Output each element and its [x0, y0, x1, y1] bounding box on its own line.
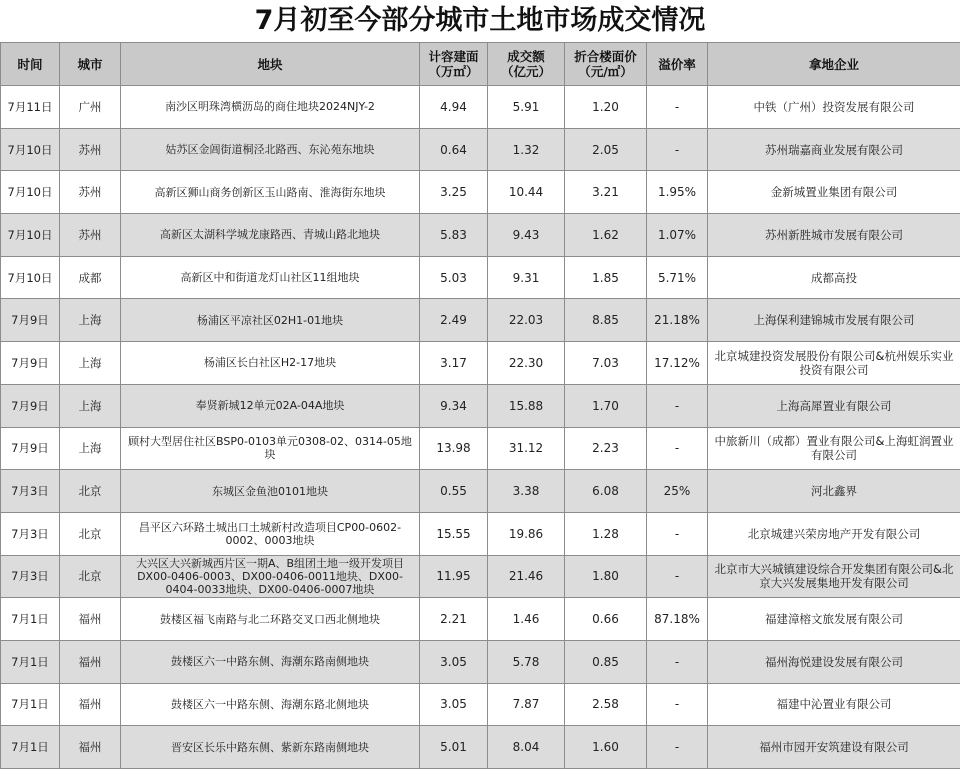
cell-premium: 25% [647, 470, 708, 513]
table-row [1, 171, 960, 214]
cell-buyer: 福州市园开安筑建设有限公司 [708, 726, 960, 769]
cell-buyer: 上海保利建锦城市发展有限公司 [708, 299, 960, 342]
cell-amount: 21.46 [488, 555, 565, 598]
cell-buyer: 北京城建兴荣房地产开发有限公司 [708, 512, 960, 555]
cell-amount: 31.12 [488, 427, 565, 470]
cell-date: 7月3日 [1, 470, 60, 513]
header-premium: 溢价率 [647, 43, 708, 86]
table-header-row [1, 43, 960, 86]
cell-date: 7月1日 [1, 598, 60, 641]
cell-premium: 17.12% [647, 342, 708, 385]
cell-parcel: 顾村大型居住社区BSP0-0103单元0308-02、0314-05地块 [121, 427, 420, 470]
cell-price: 0.85 [565, 640, 647, 683]
cell-buyer: 福建中沁置业有限公司 [708, 683, 960, 726]
cell-parcel: 鼓楼区六一中路东侧、海潮东路北侧地块 [121, 683, 420, 726]
header-amount: 成交额 （亿元） [488, 43, 565, 86]
cell-city: 苏州 [60, 171, 121, 214]
cell-parcel: 东城区金鱼池0101地块 [121, 470, 420, 513]
cell-parcel: 高新区狮山商务创新区玉山路南、淮海街东地块 [121, 171, 420, 214]
cell-city: 上海 [60, 384, 121, 427]
cell-buyer: 中铁（广州）投资发展有限公司 [708, 86, 960, 129]
cell-price: 1.20 [565, 86, 647, 129]
cell-amount: 7.87 [488, 683, 565, 726]
cell-city: 上海 [60, 299, 121, 342]
cell-city: 福州 [60, 726, 121, 769]
cell-premium: - [647, 726, 708, 769]
cell-city: 上海 [60, 427, 121, 470]
cell-amount: 15.88 [488, 384, 565, 427]
header-buyer: 拿地企业 [708, 43, 960, 86]
cell-amount: 9.31 [488, 256, 565, 299]
cell-area: 13.98 [420, 427, 488, 470]
cell-area: 5.03 [420, 256, 488, 299]
cell-area: 5.01 [420, 726, 488, 769]
cell-parcel: 杨浦区平凉社区02H1-01地块 [121, 299, 420, 342]
header-city: 城市 [60, 43, 121, 86]
cell-amount: 8.04 [488, 726, 565, 769]
cell-city: 北京 [60, 470, 121, 513]
cell-price: 1.62 [565, 214, 647, 257]
cell-parcel: 昌平区六环路土城出口土城新村改造项目CP00-0602-0002、0003地块 [121, 512, 420, 555]
cell-price: 3.21 [565, 171, 647, 214]
cell-date: 7月9日 [1, 299, 60, 342]
cell-amount: 5.91 [488, 86, 565, 129]
cell-premium: - [647, 427, 708, 470]
cell-area: 3.25 [420, 171, 488, 214]
cell-parcel: 奉贤新城12单元02A-04A地块 [121, 384, 420, 427]
cell-price: 2.05 [565, 128, 647, 171]
cell-buyer: 成都高投 [708, 256, 960, 299]
cell-amount: 22.30 [488, 342, 565, 385]
cell-area: 3.05 [420, 683, 488, 726]
cell-buyer: 福州海悦建设发展有限公司 [708, 640, 960, 683]
table-row [1, 427, 960, 470]
cell-city: 苏州 [60, 214, 121, 257]
table-row [1, 384, 960, 427]
cell-price: 8.85 [565, 299, 647, 342]
cell-premium: 1.07% [647, 214, 708, 257]
cell-amount: 1.32 [488, 128, 565, 171]
cell-date: 7月9日 [1, 384, 60, 427]
cell-buyer: 金新城置业集团有限公司 [708, 171, 960, 214]
cell-city: 福州 [60, 640, 121, 683]
cell-date: 7月10日 [1, 171, 60, 214]
cell-city: 广州 [60, 86, 121, 129]
cell-amount: 10.44 [488, 171, 565, 214]
cell-premium: - [647, 384, 708, 427]
cell-parcel: 高新区太湖科学城龙康路西、青城山路北地块 [121, 214, 420, 257]
cell-price: 7.03 [565, 342, 647, 385]
cell-area: 0.55 [420, 470, 488, 513]
cell-area: 3.05 [420, 640, 488, 683]
table-row [1, 299, 960, 342]
cell-date: 7月10日 [1, 256, 60, 299]
table-row [1, 512, 960, 555]
cell-city: 苏州 [60, 128, 121, 171]
cell-amount: 9.43 [488, 214, 565, 257]
page-title: 7月初至今部分城市土地市场成交情况 [254, 5, 706, 36]
cell-city: 北京 [60, 512, 121, 555]
cell-date: 7月9日 [1, 342, 60, 385]
cell-price: 2.23 [565, 427, 647, 470]
cell-area: 4.94 [420, 86, 488, 129]
cell-parcel: 南沙区明珠湾横沥岛的商住地块2024NJY-2 [121, 86, 420, 129]
header-parcel: 地块 [121, 43, 420, 86]
cell-amount: 3.38 [488, 470, 565, 513]
cell-date: 7月1日 [1, 683, 60, 726]
header-date: 时间 [1, 43, 60, 86]
cell-parcel: 杨浦区长白社区H2-17地块 [121, 342, 420, 385]
cell-buyer: 苏州新胜城市发展有限公司 [708, 214, 960, 257]
cell-amount: 5.78 [488, 640, 565, 683]
cell-premium: 1.95% [647, 171, 708, 214]
cell-area: 5.83 [420, 214, 488, 257]
cell-area: 2.49 [420, 299, 488, 342]
table-row [1, 86, 960, 129]
table-row [1, 598, 960, 641]
cell-city: 福州 [60, 683, 121, 726]
cell-date: 7月9日 [1, 427, 60, 470]
cell-premium: - [647, 640, 708, 683]
cell-parcel: 姑苏区金阊街道桐泾北路西、东沁苑东地块 [121, 128, 420, 171]
cell-premium: - [647, 128, 708, 171]
cell-amount: 19.86 [488, 512, 565, 555]
cell-buyer: 福建漳榕文旅发展有限公司 [708, 598, 960, 641]
cell-area: 11.95 [420, 555, 488, 598]
cell-city: 北京 [60, 555, 121, 598]
cell-date: 7月3日 [1, 512, 60, 555]
header-area: 计容建面 （万㎡） [420, 43, 488, 86]
table-row [1, 214, 960, 257]
cell-premium: - [647, 512, 708, 555]
table-row [1, 128, 960, 171]
cell-premium: 5.71% [647, 256, 708, 299]
cell-city: 福州 [60, 598, 121, 641]
table-row [1, 342, 960, 385]
cell-city: 成都 [60, 256, 121, 299]
cell-price: 1.70 [565, 384, 647, 427]
cell-price: 1.85 [565, 256, 647, 299]
cell-price: 6.08 [565, 470, 647, 513]
cell-amount: 1.46 [488, 598, 565, 641]
cell-buyer: 苏州瑞嘉商业发展有限公司 [708, 128, 960, 171]
cell-buyer: 北京城建投资发展股份有限公司&杭州娱乐实业投资有限公司 [708, 342, 960, 385]
table-row [1, 256, 960, 299]
cell-parcel: 大兴区大兴新城西片区一期A、B组团土地一级开发项目DX00-0406-0003、DX00-0406-0011地块、DX00-0404-0033地块、DX00-0406-0007地块 [121, 555, 420, 598]
cell-parcel: 鼓楼区福飞南路与北二环路交叉口西北侧地块 [121, 598, 420, 641]
table-row [1, 726, 960, 769]
cell-price: 1.28 [565, 512, 647, 555]
cell-price: 0.66 [565, 598, 647, 641]
table-row [1, 470, 960, 513]
table-row [1, 683, 960, 726]
cell-premium: 87.18% [647, 598, 708, 641]
cell-area: 15.55 [420, 512, 488, 555]
cell-parcel: 晋安区长乐中路东侧、紫新东路南侧地块 [121, 726, 420, 769]
cell-buyer: 河北鑫界 [708, 470, 960, 513]
cell-area: 3.17 [420, 342, 488, 385]
table-row [1, 640, 960, 683]
header-price: 折合楼面价 （元/㎡） [565, 43, 647, 86]
cell-price: 1.60 [565, 726, 647, 769]
cell-area: 0.64 [420, 128, 488, 171]
land-transaction-table [0, 42, 960, 769]
table-row [1, 555, 960, 598]
cell-city: 上海 [60, 342, 121, 385]
cell-date: 7月11日 [1, 86, 60, 129]
cell-date: 7月1日 [1, 640, 60, 683]
cell-area: 2.21 [420, 598, 488, 641]
cell-amount: 22.03 [488, 299, 565, 342]
cell-buyer: 中旅新川（成都）置业有限公司&上海虹润置业有限公司 [708, 427, 960, 470]
cell-premium: - [647, 555, 708, 598]
cell-price: 1.80 [565, 555, 647, 598]
cell-buyer: 北京市大兴城镇建设综合开发集团有限公司&北京大兴发展集地开发有限公司 [708, 555, 960, 598]
cell-date: 7月1日 [1, 726, 60, 769]
cell-date: 7月3日 [1, 555, 60, 598]
cell-parcel: 高新区中和街道龙灯山社区11组地块 [121, 256, 420, 299]
cell-buyer: 上海高犀置业有限公司 [708, 384, 960, 427]
cell-area: 9.34 [420, 384, 488, 427]
cell-date: 7月10日 [1, 128, 60, 171]
cell-premium: 21.18% [647, 299, 708, 342]
cell-price: 2.58 [565, 683, 647, 726]
cell-premium: - [647, 683, 708, 726]
cell-parcel: 鼓楼区六一中路东侧、海潮东路南侧地块 [121, 640, 420, 683]
cell-date: 7月10日 [1, 214, 60, 257]
cell-premium: - [647, 86, 708, 129]
